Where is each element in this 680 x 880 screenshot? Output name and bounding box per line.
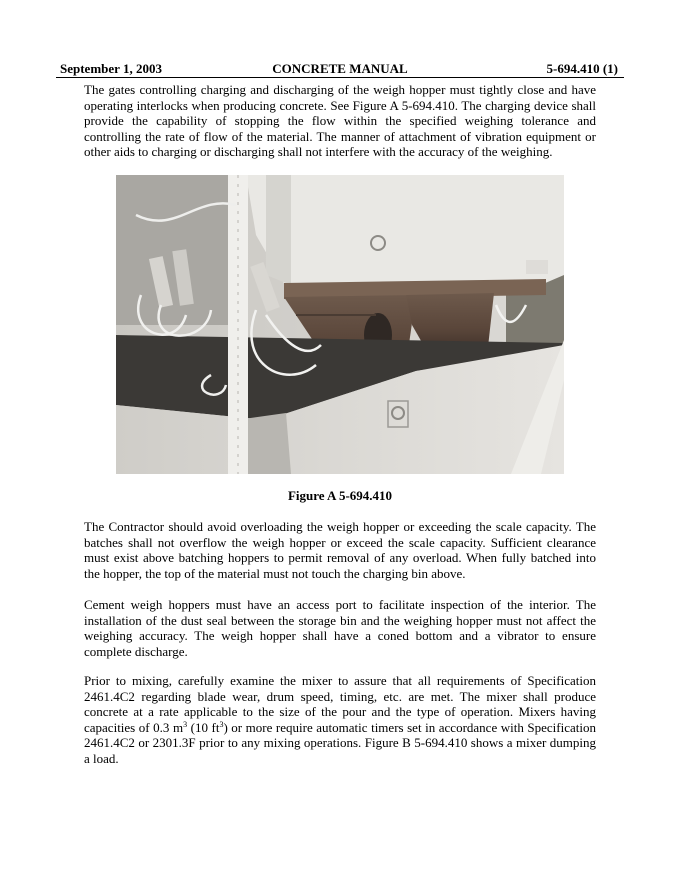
header-section-number: 5-694.410 (1) — [546, 61, 618, 76]
superscript-3: 3 — [183, 719, 188, 729]
page-header — [56, 60, 624, 78]
mixer-text-part-2: (10 ft — [187, 719, 220, 735]
superscript-3: 3 — [219, 719, 224, 729]
mixer-text-part-3: ) or more require automatic timers set in accordance with Specification 2461.4C2 or 2301.3F prior to any mixing operations. Figure B 5-694.410 shows a mixer dumping a load. — [84, 719, 596, 766]
mixer-text-part-1: Prior to mixing, carefully examine the mixer to assure that all requirements of Specification 2461.4C2 regarding blade wear, drum speed, timing, etc. are met. The mixer shall produce concrete at a rate applicable to the size of the pour and the type of operation. Mixers having capacities of 0.3 m — [84, 673, 596, 735]
paragraph-mixer — [84, 673, 596, 767]
paragraph-gates: The gates controlling charging and discharging of the weigh hopper must tightly close and have operating interlocks when producing concrete. See Figure A 5-694.410. The charging device shall provide the capability of stopping the flow within the specified weighing tolerance and controlling the rate of flow of the material. The manner of attachment of vibration equipment or other aids to charging or discharging shall not interfere with the accuracy of the weighing. — [84, 82, 596, 160]
paragraph-cement-hoppers: Cement weigh hoppers must have an access port to facilitate inspection of the interior. The installation of the dust seal between the storage bin and the weighing hopper must not affect the weighing accuracy. The weigh hopper shall have a coned bottom and a vibrator to ensure complete discharge. — [84, 597, 596, 659]
figure-caption: Figure A 5-694.410 — [287, 488, 393, 503]
weigh-hopper-photo — [116, 175, 564, 474]
header-title: CONCRETE MANUAL — [272, 61, 408, 76]
paragraph-overloading: The Contractor should avoid overloading the weigh hopper or exceeding the scale capacity. The batches shall not overflow the weigh hopper or exceed the scale capacity. Sufficient clearance must exist above batching hoppers to permit removal of any overload. When fully batched into the hopper, the top of the material must not touch the charging bin above. — [84, 519, 596, 581]
header-date: September 1, 2003 — [60, 61, 162, 76]
